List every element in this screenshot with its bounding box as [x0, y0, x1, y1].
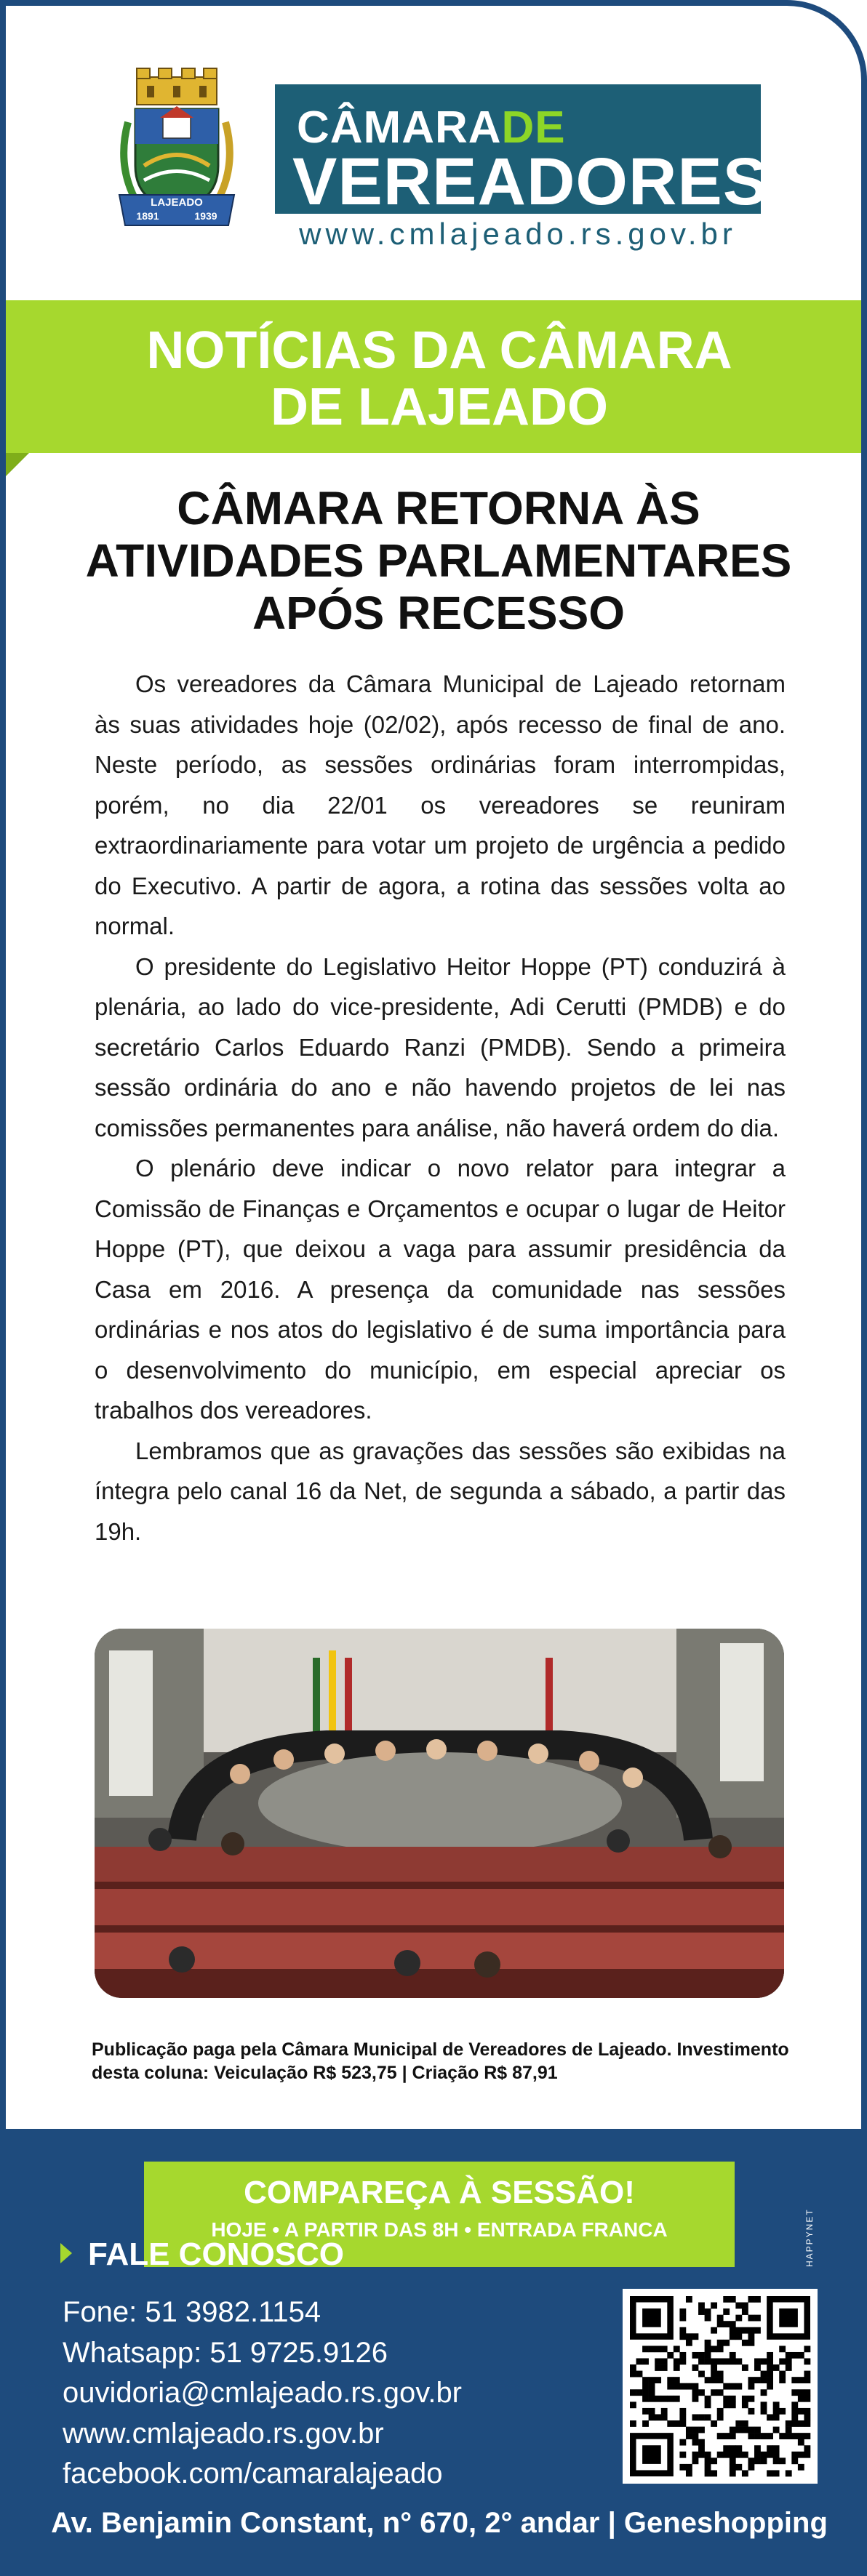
contact-phone[interactable]: Fone: 51 3982.1154: [63, 2296, 321, 2328]
section-banner: [6, 300, 867, 453]
contact-email[interactable]: ouvidoria@cmlajeado.rs.gov.br: [63, 2377, 463, 2409]
contact-address: Av. Benjamin Constant, n° 670, 2° andar | Geneshopping: [51, 2507, 828, 2539]
camara-logo: [275, 84, 769, 219]
arrow-right-icon: [60, 2243, 72, 2263]
banner-title: [6, 322, 867, 436]
contact-list: [63, 2292, 615, 2495]
contact-website[interactable]: www.cmlajeado.rs.gov.br: [63, 2417, 384, 2449]
city-crest-logo: [115, 64, 239, 231]
article-paragraph-2: O presidente do Legislativo Heitor Hoppe (PT) conduzirá à plenária, ao lado do vice-presidente, Adi Cerutti (PMDB) e do secretário Carlos Eduardo Ranzi (PMDB). Sendo a primeira sessão ordinária do ano e não havendo projetos de lei nas comissões permanentes para análise, não haverá ordem do dia.: [95, 952, 786, 1141]
contact-heading-label: FALE CONOSCO: [88, 2236, 345, 2272]
contact-facebook[interactable]: facebook.com/camaralajeado: [63, 2457, 443, 2489]
headline-line-3: APÓS RECESSO: [252, 587, 626, 639]
agency-signature: HAPPYNET: [804, 2208, 815, 2267]
logo-camara-word: CÂMARA: [297, 103, 502, 153]
article-headline: [49, 482, 828, 639]
contact-whatsapp[interactable]: Whatsapp: 51 9725.9126: [63, 2336, 388, 2369]
banner-fold-decoration: [6, 453, 29, 476]
article-body: [95, 664, 786, 1552]
contact-heading: [60, 2236, 344, 2273]
header-website-url[interactable]: www.cmlajeado.rs.gov.br: [299, 217, 737, 251]
qr-code-icon[interactable]: [623, 2289, 818, 2484]
footnote-line-1: Publicação paga pela Câmara Municipal de Vereadores de Lajeado. Investimento: [92, 2039, 789, 2060]
plenary-session-photo: [95, 1629, 784, 1998]
logo-de-word: DE: [501, 103, 566, 153]
article-paragraph-4: Lembramos que as gravações das sessões são exibidas na íntegra pelo canal 16 da Net, de segunda a sábado, a partir das 19h.: [95, 1437, 786, 1545]
paid-publication-note: [92, 2038, 790, 2085]
logo-line-2: VEREADORES: [292, 145, 769, 219]
cta-subtitle: HOJE • A PARTIR DAS 8H • ENTRADA FRANCA: [211, 2218, 668, 2241]
headline-line-1: CÂMARA RETORNA ÀS: [177, 482, 700, 534]
banner-title-line-2: DE LAJEADO: [270, 378, 609, 436]
banner-title-line-1: NOTÍCIAS DA CÂMARA: [146, 321, 732, 380]
article-paragraph-3: O plenário deve indicar o novo relator para integrar a Comissão de Finanças e Orçamentos e ocupar o lugar de Heitor Hoppe (PT), que deixou a vaga para assumir presidência da Casa em 2016. A presença da comunidade nas sessões ordinárias e nos atos do legislativo é de suma importância para o desenvolvimento do município, em especial apreciar os trabalhos dos vereadores.: [95, 1155, 786, 1424]
headline-line-2: ATIVIDADES PARLAMENTARES: [85, 534, 792, 587]
crest-ribbon-text: LAJEADO: [151, 196, 203, 209]
crest-year-left: 1891: [136, 210, 159, 222]
cta-title: COMPAREÇA À SESSÃO!: [244, 2175, 635, 2210]
crest-year-right: 1939: [194, 210, 217, 222]
footnote-line-2: desta coluna: Veiculação R$ 523,75 | Criação R$ 87,91: [92, 2063, 558, 2083]
article-paragraph-1: Os vereadores da Câmara Municipal de Lajeado retornam às suas atividades hoje (02/02), após recesso de final de ano. Neste período, as sessões ordinárias foram interrompidas, porém, no dia 22/01 os vereadores se reuniram extraordinariamente para votar um projeto de urgência a pedido do Executivo. A partir de agora, a rotina das sessões volta ao normal.: [95, 670, 786, 939]
